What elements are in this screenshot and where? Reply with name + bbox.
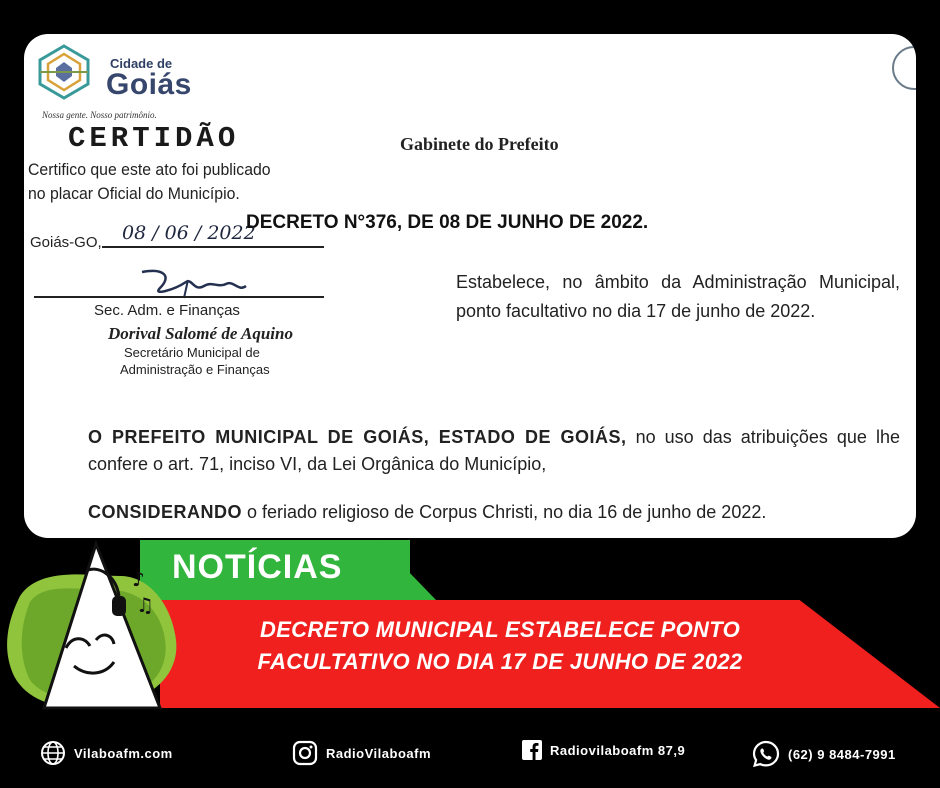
instagram-icon xyxy=(292,740,318,766)
svg-text:♪: ♪ xyxy=(132,567,145,591)
headline-line-2: FACULTATIVO NO DIA 17 DE JUNHO DE 2022 xyxy=(257,649,743,674)
signature-title-2: Administração e Finanças xyxy=(120,362,270,377)
footer-website-text: Vilaboafm.com xyxy=(74,745,173,761)
certidao-line-1: Certifico que este ato foi publicado xyxy=(28,160,271,179)
considerando-bold: CONSIDERANDO xyxy=(88,502,243,522)
logo-top-text: Cidade de xyxy=(110,56,173,71)
footer-whatsapp[interactable] xyxy=(752,740,896,768)
certidao-date: 08 / 06 / 2022 xyxy=(122,222,256,244)
signature-name: Dorival Salomé de Aquino xyxy=(108,324,293,343)
preamble-rest: no uso das atribuições que lhe confere o art. 71, inciso VI, da Lei Orgânica do Município, xyxy=(88,427,900,474)
category-tab-tip xyxy=(378,540,436,600)
seal-icon xyxy=(892,46,916,90)
signature-role: Sec. Adm. e Finanças xyxy=(94,302,240,319)
city-logo xyxy=(34,42,204,120)
certidao-text xyxy=(28,158,271,206)
mascot-icon xyxy=(0,536,200,716)
whatsapp-icon xyxy=(752,740,780,768)
certidao-place: Goiás-GO, xyxy=(30,234,102,251)
footer-instagram-text: RadioVilaboafm xyxy=(326,745,432,761)
city-emblem-icon xyxy=(34,42,94,102)
headline xyxy=(170,614,830,678)
logo-main-text: Goiás xyxy=(106,68,192,101)
footer-instagram[interactable] xyxy=(292,740,431,766)
facebook-icon xyxy=(522,740,542,760)
signature-line xyxy=(34,296,324,298)
headline-line-1: DECRETO MUNICIPAL ESTABELECE PONTO xyxy=(260,617,740,642)
certidao-title: CERTIDÃO xyxy=(68,122,240,155)
category-label: NOTÍCIAS xyxy=(172,548,343,586)
decreto-title: DECRETO N°376, DE 08 DE JUNHO DE 2022. xyxy=(246,212,649,233)
gabinete-heading: Gabinete do Prefeito xyxy=(400,134,559,154)
footer-facebook-text: Radiovilaboafm 87,9 xyxy=(550,742,686,758)
preamble-bold: O PREFEITO MUNICIPAL DE GOIÁS, ESTADO DE GOIÁS, xyxy=(88,427,627,447)
footer-bar xyxy=(0,730,940,776)
footer-facebook[interactable] xyxy=(522,740,685,760)
considerando-rest: o feriado religioso de Corpus Christi, no dia 16 de junho de 2022. xyxy=(242,502,767,522)
certidao-line-2: no placar Oficial do Município. xyxy=(28,184,240,203)
globe-icon xyxy=(40,740,66,766)
logo-slogan: Nossa gente. Nosso patrimônio. xyxy=(42,110,157,120)
signature-title-1: Secretário Municipal de xyxy=(124,345,260,360)
date-underline xyxy=(102,246,324,248)
svg-text:♫: ♫ xyxy=(136,593,154,617)
decreto-preamble xyxy=(88,424,900,478)
decreto-considerando xyxy=(88,502,900,523)
footer-whatsapp-text: (62) 9 8484-7991 xyxy=(788,746,896,762)
decreto-ementa: Estabelece, no âmbito da Administração Municipal, ponto facultativo no dia 17 de junho de 2022. xyxy=(456,272,900,321)
footer-website[interactable] xyxy=(40,740,173,766)
document-image xyxy=(24,34,916,538)
